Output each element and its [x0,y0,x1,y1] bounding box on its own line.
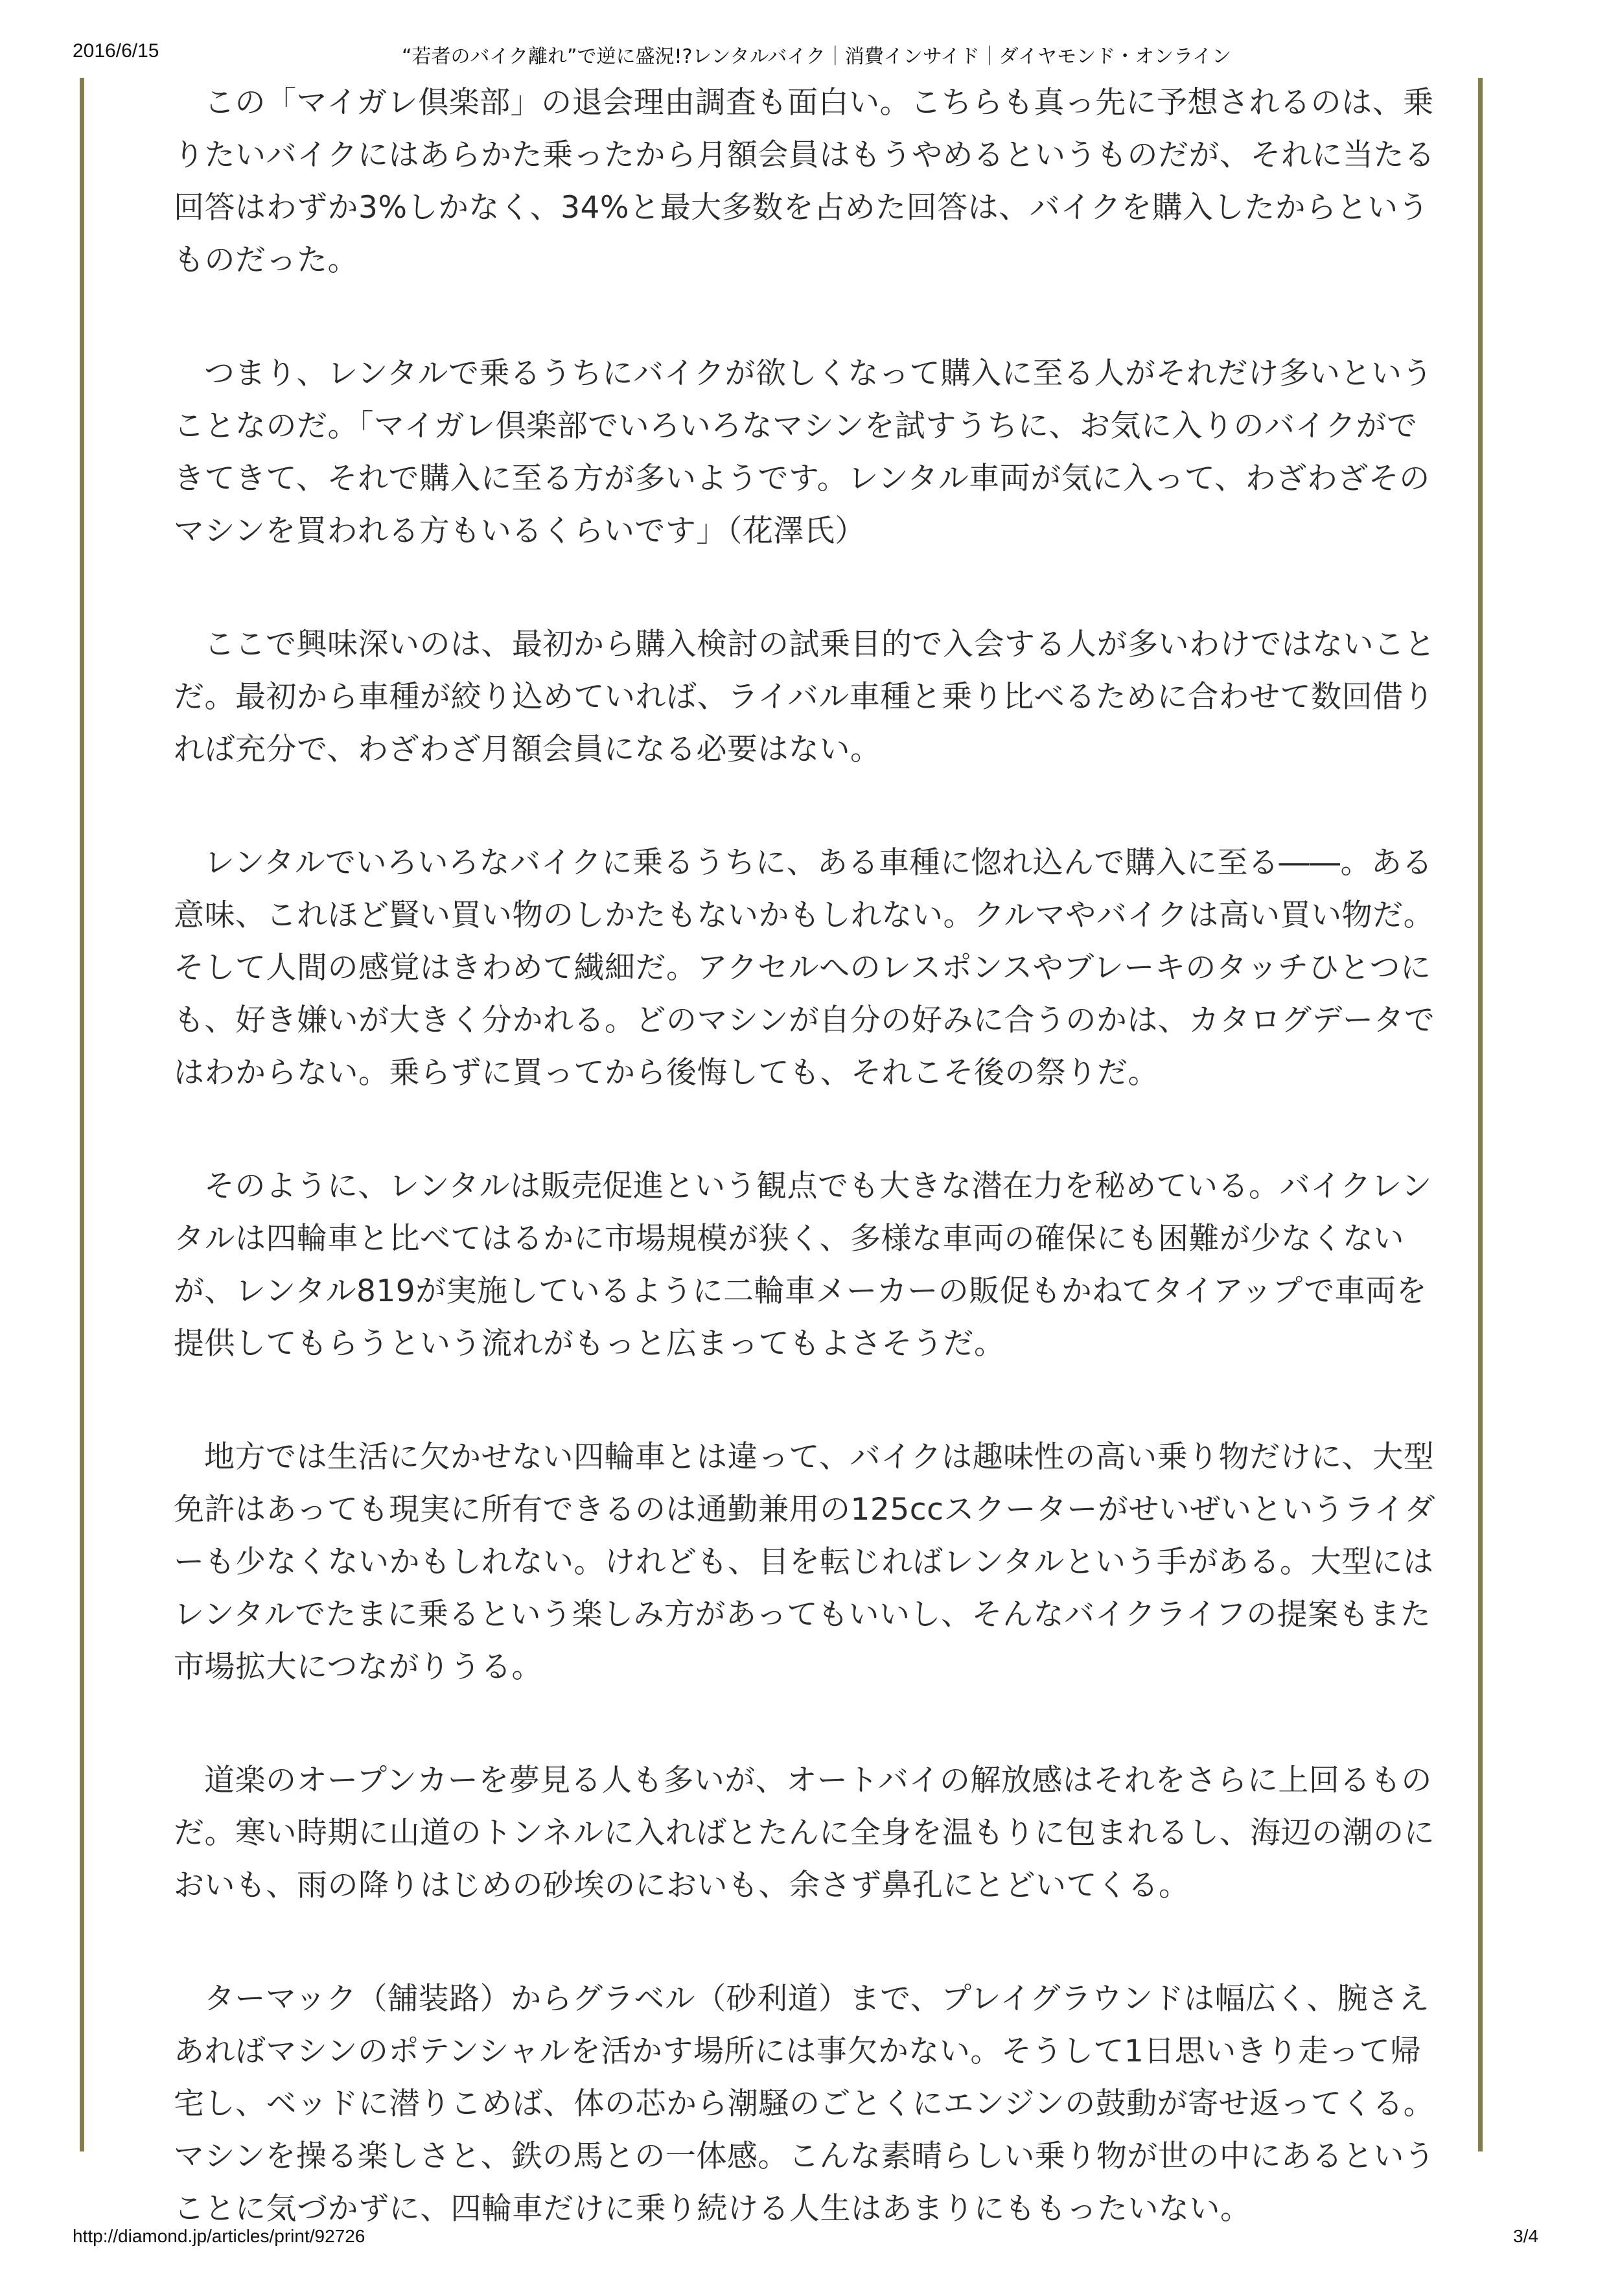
article-paragraph-7: 道楽のオープンカーを夢見る人も多いが、オートバイの解放感はそれをさらに上回るものだ。寒い時期に山道のトンネルに入ればとたんに全身を温もりに包まれるし、海辺の潮のにおいも、雨の降りはじめの砂埃のにおいも、余さず鼻孔にとどいてくる。 [174,1763,1435,1903]
print-header-title: “若者のバイク離れ”で逆に盛況!?レンタルバイク｜消費インサイド｜ダイヤモンド・オンライン [402,45,1232,68]
article-paragraph-4: レンタルでいろいろなバイクに乗るうちに、ある車種に惚れ込んで購入に至る――。ある意味、これほど賢い買い物のしかたもないかもしれない。クルマやバイクは高い買い物だ。そして人間の感覚はきわめて繊細だ。アクセルへのレスポンスやブレーキのタッチひとつにも、好き嫌いが大きく分かれる。どのマシンが自分の好みに合うのかは、カタログデータではわからない。乗らずに買ってから後悔しても、それこそ後の祭りだ。 [174,845,1435,1091]
print-footer-page-number: 3/4 [1513,2226,1538,2246]
frame-line-right [1478,78,1483,2151]
article-paragraph-5: そのように、レンタルは販売促進という観点でも大きな潜在力を秘めている。バイクレンタルは四輪車と比べてはるかに市場規模が狭く、多様な車両の確保にも困難が少なくないが、レンタル819が実施しているように二輪車メーカーの販促もかねてタイアップで車両を提供してもらうという流れがもっと広まってもよさそうだ。 [174,1168,1432,1362]
article-paragraph-8: ターマック（舗装路）からグラベル（砂利道）まで、プレイグラウンドは幅広く、腕さえあればマシンのポテンシャルを活かす場所には事欠かない。そうして1日思いきり走って帰宅し、ベッドに潜りこめば、体の芯から潮騒のごとくにエンジンの鼓動が寄せ返ってくる。マシンを操る楽しさと、鉄の馬との一体感。こんな素晴らしい乗り物が世の中にあるということに気づかずに、四輪車だけに乗り続ける人生はあまりにももったいない。 [174,1981,1435,2227]
article-paragraph-3: ここで興味深いのは、最初から購入検討の試乗目的で入会する人が多いわけではないことだ。最初から車種が絞り込めていれば、ライバル車種と乗り比べるために合わせて数回借りれば充分で、わざわざ月額会員になる必要はない。 [174,627,1435,767]
print-footer-url[interactable]: http://diamond.jp/articles/print/92726 [73,2226,365,2246]
article-paragraph-1: この「マイガレ倶楽部」の退会理由調査も面白い。こちらも真っ先に予想されるのは、乗りたいバイクにはあらかた乗ったから月額会員はもうやめるというものだが、それに当たる回答はわずか3%しかなく、34%と最大多数を占めた回答は、バイクを購入したからというものだった。 [174,85,1435,278]
article-paragraph-6: 地方では生活に欠かせない四輪車とは違って、バイクは趣味性の高い乗り物だけに、大型免許はあっても現実に所有できるのは通勤兼用の125ccスクーターがせいぜいというライダーも少なくないかもしれない。けれども、目を転じればレンタルという手がある。大型にはレンタルでたまに乗るという楽しみ方があってもいいし、そんなバイクライフの提案もまた市場拡大につながりうる。 [174,1439,1436,1685]
print-header-date: 2016/6/15 [73,40,159,62]
article-body [174,76,1444,2296]
frame-line-left [80,78,84,2151]
article-paragraph-2: つまり、レンタルで乗るうちにバイクが欲しくなって購入に至る人がそれだけ多いということなのだ。「マイガレ倶楽部でいろいろなマシンを試すうちに、お気に入りのバイクができてきて、それで購入に至る方が多いようです。レンタル車両が気に入って、わざわざそのマシンを買われる方もいるくらいです」（花澤氏） [174,356,1433,549]
